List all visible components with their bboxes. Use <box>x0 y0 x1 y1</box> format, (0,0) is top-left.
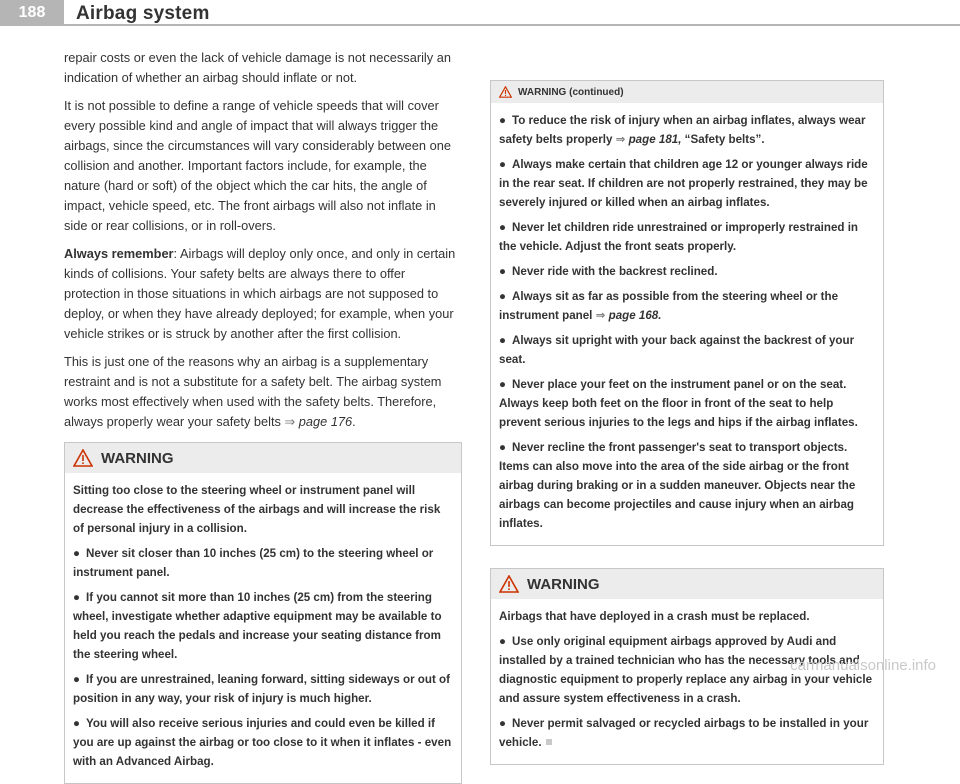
paragraph-2: It is not possible to define a range of vehicle speeds that will cover every possible kind and angle of impact that will always trigger the airbags, since the circumstances will vary considerably between one collision and another. Important factors include, for example, the nature (hard or soft) of the object which the car hits, the angle of impact, vehicle speed, etc. The front airbags will also not inflate in side or rear collisions, or in roll-overs. <box>64 98 451 233</box>
arrow-icon: ⇒ <box>595 309 606 322</box>
warning-item: ● To reduce the risk of injury when an airbag inflates, always wear safety belts properly ⇒ page 181, “Safety belts”. <box>499 114 866 146</box>
warning-item: ● Always sit upright with your back against the backrest of your seat. <box>499 334 855 366</box>
warning-item: ● If you cannot sit more than 10 inches (25 cm) from the steering wheel, investigate whether adaptive equipment may be available to held you reach the pedals and increase your seating distance from the steering wheel. <box>73 591 442 661</box>
warning-item: ● If you are unrestrained, leaning forward, sitting sideways or out of position in any way, your risk of injury is much higher. <box>73 673 450 705</box>
warning-continued-header: WARNING (continued) <box>491 81 883 103</box>
warning-item: ● Always make certain that children age 12 or younger always ride in the rear seat. If children are not properly restrained, they may be severely injured or killed when an airbag inflates. <box>499 158 868 209</box>
warning-body <box>65 473 461 783</box>
warning-item: ● Never let children ride unrestrained or improperly restrained in the vehicle. Adjust the front seats properly. <box>499 221 858 253</box>
warning-intro: Sitting too close to the steering wheel or instrument panel will decrease the effectiveness of the airbags and will increase the risk of personal injury in a collision. <box>73 484 441 535</box>
page-header <box>0 0 960 30</box>
arrow-icon: ⇒ <box>615 133 626 146</box>
warning-item: ● Never ride with the backrest reclined. <box>499 265 718 278</box>
section-title: Airbag system <box>76 3 210 24</box>
arrow-icon: ⇒ <box>284 414 296 429</box>
warning-header: WARNING <box>491 569 883 599</box>
page-ref-link[interactable]: page 176 <box>298 414 353 429</box>
left-column <box>64 48 462 784</box>
warning-box-continued <box>490 80 884 546</box>
warning-item: ● Never recline the front passenger's seat to transport objects. Items can also move into the area of the side airbag or the front airbag during braking or in a sudden maneuver. Objects near the airbags can become projectiles and cause injury when an airbag inflates. <box>499 441 856 530</box>
warning-triangle-icon <box>73 449 93 467</box>
header-rule <box>64 24 960 26</box>
warning-item: ● Use only original equipment airbags approved by Audi and installed by a trained technician who has the necessary tools and diagnostic equipment to properly replace any airbag in your vehicle and assure system effectiveness in a crash. <box>499 635 873 705</box>
page-ref-link[interactable]: page 181, <box>628 133 682 146</box>
paragraph-1: repair costs or even the lack of vehicle damage is not necessarily an indication of whether an airbag should inflate or not. <box>64 50 451 85</box>
warning-item: ● Never place your feet on the instrument panel or on the seat. Always keep both feet on the floor in front of the seat to help prevent serious injuries to the legs and hips if the airbag inflates. <box>499 378 858 429</box>
page-ref-link[interactable]: page 168. <box>608 309 662 322</box>
watermark: carmanualsonline.info <box>790 657 936 674</box>
warning-item: ● Never permit salvaged or recycled airbags to be installed in your vehicle. <box>499 717 869 749</box>
warning-header: WARNING <box>65 443 461 473</box>
paragraph-3: Always remember: Airbags will deploy only once, and only in certain kinds of collisions. Your safety belts are always there to offer protection in those situations in which airbags are not supposed to deploy, or when they have already deployed; for example, when your vehicle strikes or is struck by another after the first collision. <box>64 246 456 341</box>
warning-body <box>491 599 883 764</box>
page-number: 188 <box>0 0 64 26</box>
paragraph-4: This is just one of the reasons why an airbag is a supplementary restraint and is not a substitute for a safety belt. The airbag system works most effectively when used with the safety belts. Therefore, always properly wear your safety belts ⇒ page 176. <box>64 354 442 429</box>
warning-triangle-icon <box>499 86 512 98</box>
warning-intro: Airbags that have deployed in a crash must be replaced. <box>499 610 810 623</box>
end-of-section-marker <box>546 739 552 745</box>
warning-item: ● You will also receive serious injuries and could even be killed if you are up against the airbag or too close to it when it inflates - even with an Advanced Airbag. <box>73 717 452 768</box>
warning-item: ● Never sit closer than 10 inches (25 cm) to the steering wheel or instrument panel. <box>73 547 434 579</box>
warning-triangle-icon <box>499 575 519 593</box>
warning-item: ● Always sit as far as possible from the steering wheel or the instrument panel ⇒ page 168. <box>499 290 839 322</box>
always-remember-label: Always remember <box>64 246 174 261</box>
warning-continued-body <box>491 103 883 545</box>
warning-box-1 <box>64 442 462 784</box>
